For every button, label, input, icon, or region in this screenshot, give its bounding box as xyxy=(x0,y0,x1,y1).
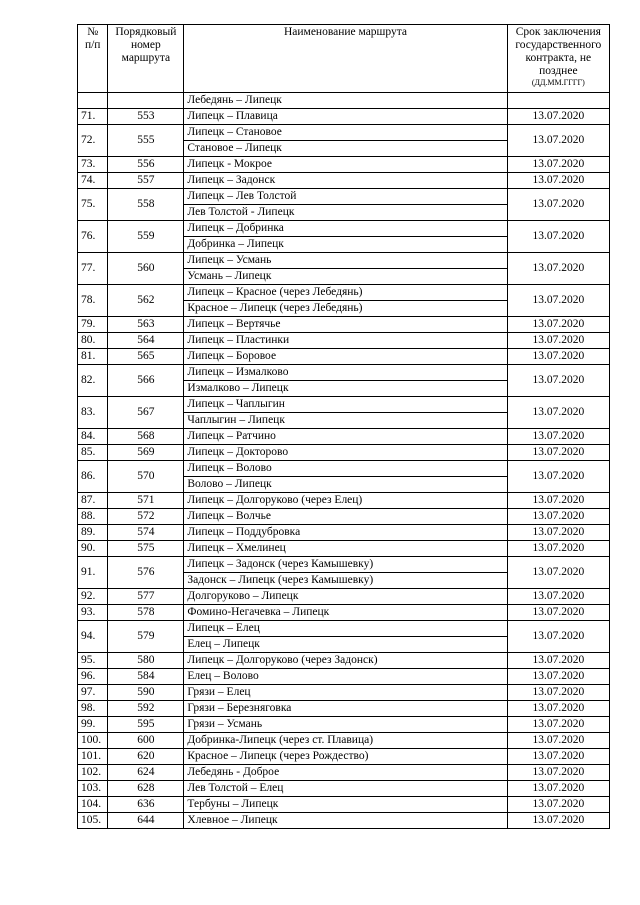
row-num: 103. xyxy=(78,781,108,797)
table-row xyxy=(78,221,610,253)
table-row xyxy=(78,349,610,365)
row-num: 77. xyxy=(78,253,108,285)
row-num: 93. xyxy=(78,605,108,621)
row-deadline: 13.07.2020 xyxy=(507,589,609,605)
row-num: 91. xyxy=(78,557,108,589)
table-row xyxy=(78,285,610,317)
row-deadline: 13.07.2020 xyxy=(507,765,609,781)
row-num: 105. xyxy=(78,813,108,829)
table-row xyxy=(78,813,610,829)
table-row xyxy=(78,701,610,717)
row-deadline: 13.07.2020 xyxy=(507,429,609,445)
table-row xyxy=(78,493,610,509)
table-row xyxy=(78,525,610,541)
row-route-number: 624 xyxy=(108,765,184,781)
row-num: 81. xyxy=(78,349,108,365)
header-num xyxy=(78,25,108,93)
table-row xyxy=(78,621,610,653)
row-route-number: 562 xyxy=(108,285,184,317)
table-row xyxy=(78,733,610,749)
row-deadline: 13.07.2020 xyxy=(507,733,609,749)
row-deadline: 13.07.2020 xyxy=(507,157,609,173)
row-route-name xyxy=(184,333,507,349)
row-deadline: 13.07.2020 xyxy=(507,685,609,701)
row-num: 75. xyxy=(78,189,108,221)
row-route-number: 576 xyxy=(108,557,184,589)
row-route-name xyxy=(184,813,507,829)
routes-table xyxy=(77,24,610,829)
route-name-line: Липецк – Докторово xyxy=(187,446,289,458)
row-route-number: 577 xyxy=(108,589,184,605)
table-body xyxy=(78,93,610,829)
row-deadline: 13.07.2020 xyxy=(507,445,609,461)
row-deadline xyxy=(507,93,609,109)
route-name-line: Фомино-Негачевка – Липецк xyxy=(187,606,330,618)
row-num: 71. xyxy=(78,109,108,125)
row-route-name xyxy=(184,445,507,461)
table-row xyxy=(78,333,610,349)
table-row xyxy=(78,125,610,157)
row-route-name xyxy=(184,109,507,125)
row-num: 83. xyxy=(78,397,108,429)
row-deadline: 13.07.2020 xyxy=(507,557,609,589)
row-deadline: 13.07.2020 xyxy=(507,781,609,797)
row-num: 99. xyxy=(78,717,108,733)
route-name-line: Чаплыгин – Липецк xyxy=(184,412,506,428)
table-row xyxy=(78,189,610,221)
table-row xyxy=(78,173,610,189)
table-row xyxy=(78,605,610,621)
row-num: 102. xyxy=(78,765,108,781)
route-name-line: Липецк – Ратчино xyxy=(187,430,276,442)
row-route-number: 592 xyxy=(108,701,184,717)
row-deadline: 13.07.2020 xyxy=(507,317,609,333)
row-route-number: 620 xyxy=(108,749,184,765)
table-row xyxy=(78,685,610,701)
table-row xyxy=(78,749,610,765)
route-name-line: Грязи – Усмань xyxy=(187,718,263,730)
row-route-number: 578 xyxy=(108,605,184,621)
row-route-name xyxy=(184,733,507,749)
row-route-name xyxy=(184,669,507,685)
row-num: 89. xyxy=(78,525,108,541)
row-route-name xyxy=(184,125,507,157)
table-row xyxy=(78,157,610,173)
route-name-line: Лев Толстой - Липецк xyxy=(184,204,506,220)
row-route-number xyxy=(108,93,184,109)
row-route-name xyxy=(184,285,507,317)
route-name-line: Липецк – Плавица xyxy=(187,110,278,122)
row-num: 84. xyxy=(78,429,108,445)
route-name-line: Лев Толстой – Елец xyxy=(187,782,284,794)
table-row xyxy=(78,653,610,669)
header-route-number-label: Порядковый номер маршрута xyxy=(115,26,177,64)
row-route-number: 553 xyxy=(108,109,184,125)
row-route-name xyxy=(184,781,507,797)
route-name-line: Липецк – Волчье xyxy=(187,510,271,522)
row-route-number: 644 xyxy=(108,813,184,829)
row-num: 104. xyxy=(78,797,108,813)
row-route-name xyxy=(184,701,507,717)
row-route-name xyxy=(184,253,507,285)
route-name-line: Волово – Липецк xyxy=(184,476,506,492)
route-name-line: Лебедянь - Доброе xyxy=(187,766,280,778)
row-route-name xyxy=(184,589,507,605)
row-deadline: 13.07.2020 xyxy=(507,461,609,493)
row-route-name xyxy=(184,621,507,653)
table-row xyxy=(78,781,610,797)
row-route-number: 555 xyxy=(108,125,184,157)
row-deadline: 13.07.2020 xyxy=(507,173,609,189)
row-num: 76. xyxy=(78,221,108,253)
row-route-name xyxy=(184,349,507,365)
row-route-name xyxy=(184,685,507,701)
route-name-line: Липецк – Добринка xyxy=(187,222,284,234)
table-row xyxy=(78,541,610,557)
row-deadline: 13.07.2020 xyxy=(507,621,609,653)
row-route-number: 568 xyxy=(108,429,184,445)
row-route-name xyxy=(184,605,507,621)
row-route-name xyxy=(184,749,507,765)
row-deadline: 13.07.2020 xyxy=(507,109,609,125)
row-deadline: 13.07.2020 xyxy=(507,221,609,253)
row-num: 90. xyxy=(78,541,108,557)
row-num: 73. xyxy=(78,157,108,173)
route-name-line: Елец – Волово xyxy=(187,670,259,682)
route-name-line: Липецк – Лев Толстой xyxy=(187,190,297,202)
row-route-name xyxy=(184,717,507,733)
row-route-number: 559 xyxy=(108,221,184,253)
row-deadline: 13.07.2020 xyxy=(507,701,609,717)
row-num: 98. xyxy=(78,701,108,717)
row-route-name xyxy=(184,173,507,189)
route-name-line: Хлевное – Липецк xyxy=(187,814,278,826)
table-row xyxy=(78,365,610,397)
header-num-label: № п/п xyxy=(84,26,101,51)
row-route-number: 580 xyxy=(108,653,184,669)
row-num: 74. xyxy=(78,173,108,189)
row-route-number: 566 xyxy=(108,365,184,397)
row-deadline: 13.07.2020 xyxy=(507,749,609,765)
row-route-name xyxy=(184,221,507,253)
route-name-line: Липецк – Чаплыгин xyxy=(187,398,285,410)
route-name-line: Красное – Липецк (через Рождество) xyxy=(187,750,369,762)
row-route-number: 556 xyxy=(108,157,184,173)
table-row xyxy=(78,317,610,333)
route-name-line: Липецк - Мокрое xyxy=(187,158,272,170)
row-route-number: 636 xyxy=(108,797,184,813)
row-deadline: 13.07.2020 xyxy=(507,189,609,221)
route-name-line: Липецк – Пластинки xyxy=(187,334,290,346)
row-route-number: 557 xyxy=(108,173,184,189)
route-name-line: Липецк – Измалково xyxy=(187,366,289,378)
header-route-name-label: Наименование маршрута xyxy=(283,26,408,38)
header-route-number xyxy=(108,25,184,93)
row-num: 85. xyxy=(78,445,108,461)
row-route-number: 567 xyxy=(108,397,184,429)
row-num: 94. xyxy=(78,621,108,653)
row-route-name xyxy=(184,493,507,509)
table-header-row xyxy=(78,25,610,93)
row-route-name xyxy=(184,541,507,557)
route-name-line: Липецк – Усмань xyxy=(187,254,272,266)
row-deadline: 13.07.2020 xyxy=(507,605,609,621)
row-num: 78. xyxy=(78,285,108,317)
row-num: 88. xyxy=(78,509,108,525)
route-name-line: Липецк – Красное (через Лебедянь) xyxy=(187,286,363,298)
row-route-number: 590 xyxy=(108,685,184,701)
row-route-number: 564 xyxy=(108,333,184,349)
route-name-line: Липецк – Задонск xyxy=(187,174,276,186)
row-route-number: 600 xyxy=(108,733,184,749)
row-route-name xyxy=(184,797,507,813)
route-name-line: Липецк – Долгоруково (через Задонск) xyxy=(187,654,378,666)
route-name-line: Грязи – Елец xyxy=(187,686,251,698)
row-deadline: 13.07.2020 xyxy=(507,717,609,733)
route-name-line: Липецк – Боровое xyxy=(187,350,277,362)
route-name-line: Долгоруково – Липецк xyxy=(187,590,299,602)
document-page xyxy=(77,24,610,829)
row-deadline: 13.07.2020 xyxy=(507,397,609,429)
row-num: 79. xyxy=(78,317,108,333)
row-num: 101. xyxy=(78,749,108,765)
table-row xyxy=(78,589,610,605)
table-row xyxy=(78,557,610,589)
route-name-line: Лебедянь – Липецк xyxy=(187,94,282,106)
row-route-name xyxy=(184,653,507,669)
route-name-line: Липецк – Хмелинец xyxy=(187,542,286,554)
table-row xyxy=(78,429,610,445)
header-deadline-label: Срок заключения государственного контракта, не позднее xyxy=(515,26,602,77)
route-name-line: Задонск – Липецк (через Камышевку) xyxy=(184,572,506,588)
row-route-number: 584 xyxy=(108,669,184,685)
row-deadline: 13.07.2020 xyxy=(507,365,609,397)
row-route-number: 595 xyxy=(108,717,184,733)
route-name-line: Липецк – Елец xyxy=(187,622,260,634)
row-deadline: 13.07.2020 xyxy=(507,669,609,685)
row-num: 87. xyxy=(78,493,108,509)
row-route-number: 569 xyxy=(108,445,184,461)
row-deadline: 13.07.2020 xyxy=(507,813,609,829)
row-route-number: 570 xyxy=(108,461,184,493)
row-deadline: 13.07.2020 xyxy=(507,333,609,349)
row-num: 100. xyxy=(78,733,108,749)
row-num: 72. xyxy=(78,125,108,157)
row-route-name xyxy=(184,397,507,429)
route-name-line: Добринка – Липецк xyxy=(184,236,506,252)
row-deadline: 13.07.2020 xyxy=(507,253,609,285)
route-name-line: Измалково – Липецк xyxy=(184,380,506,396)
row-route-name xyxy=(184,509,507,525)
route-name-line: Елец – Липецк xyxy=(184,636,506,652)
header-deadline xyxy=(507,25,609,93)
row-num: 96. xyxy=(78,669,108,685)
route-name-line: Липецк – Волово xyxy=(187,462,272,474)
row-num: 97. xyxy=(78,685,108,701)
row-num xyxy=(78,93,108,109)
row-route-number: 563 xyxy=(108,317,184,333)
row-route-number: 560 xyxy=(108,253,184,285)
table-row xyxy=(78,509,610,525)
row-num: 92. xyxy=(78,589,108,605)
row-num: 82. xyxy=(78,365,108,397)
table-row xyxy=(78,797,610,813)
table-row-continued xyxy=(78,93,610,109)
row-route-name xyxy=(184,317,507,333)
route-name-line: Тербуны – Липецк xyxy=(187,798,279,810)
row-route-name xyxy=(184,461,507,493)
row-route-number: 574 xyxy=(108,525,184,541)
row-route-name xyxy=(184,365,507,397)
route-name-line: Липецк – Становое xyxy=(187,126,282,138)
row-deadline: 13.07.2020 xyxy=(507,125,609,157)
table-row xyxy=(78,669,610,685)
route-name-line: Липецк – Поддубровка xyxy=(187,526,301,538)
route-name-line: Добринка-Липецк (через ст. Плавица) xyxy=(187,734,374,746)
row-num: 80. xyxy=(78,333,108,349)
route-name-line: Становое – Липецк xyxy=(184,140,506,156)
row-route-number: 571 xyxy=(108,493,184,509)
row-route-name xyxy=(184,189,507,221)
route-name-line: Красное – Липецк (через Лебедянь) xyxy=(184,300,506,316)
row-route-name xyxy=(184,429,507,445)
header-deadline-format: (ДД.ММ.ГГГГ) xyxy=(531,78,585,87)
row-route-number: 565 xyxy=(108,349,184,365)
row-route-name xyxy=(184,765,507,781)
row-deadline: 13.07.2020 xyxy=(507,493,609,509)
table-row xyxy=(78,253,610,285)
row-deadline: 13.07.2020 xyxy=(507,509,609,525)
row-num: 86. xyxy=(78,461,108,493)
row-deadline: 13.07.2020 xyxy=(507,541,609,557)
table-row xyxy=(78,397,610,429)
row-deadline: 13.07.2020 xyxy=(507,349,609,365)
row-route-name xyxy=(184,525,507,541)
row-route-name xyxy=(184,157,507,173)
row-deadline: 13.07.2020 xyxy=(507,525,609,541)
row-num: 95. xyxy=(78,653,108,669)
row-route-number: 579 xyxy=(108,621,184,653)
table-row xyxy=(78,109,610,125)
route-name-line: Грязи – Березняговка xyxy=(187,702,292,714)
row-deadline: 13.07.2020 xyxy=(507,285,609,317)
row-route-name xyxy=(184,557,507,589)
header-route-name xyxy=(184,25,507,93)
table-row xyxy=(78,445,610,461)
row-route-number: 628 xyxy=(108,781,184,797)
row-route-number: 575 xyxy=(108,541,184,557)
row-route-number: 558 xyxy=(108,189,184,221)
row-route-name xyxy=(184,93,507,109)
route-name-line: Липецк – Задонск (через Камышевку) xyxy=(187,558,374,570)
table-row xyxy=(78,717,610,733)
route-name-line: Липецк – Вертячье xyxy=(187,318,281,330)
row-deadline: 13.07.2020 xyxy=(507,797,609,813)
row-deadline: 13.07.2020 xyxy=(507,653,609,669)
table-row xyxy=(78,765,610,781)
row-route-number: 572 xyxy=(108,509,184,525)
route-name-line: Липецк – Долгоруково (через Елец) xyxy=(187,494,363,506)
route-name-line: Усмань – Липецк xyxy=(184,268,506,284)
table-row xyxy=(78,461,610,493)
